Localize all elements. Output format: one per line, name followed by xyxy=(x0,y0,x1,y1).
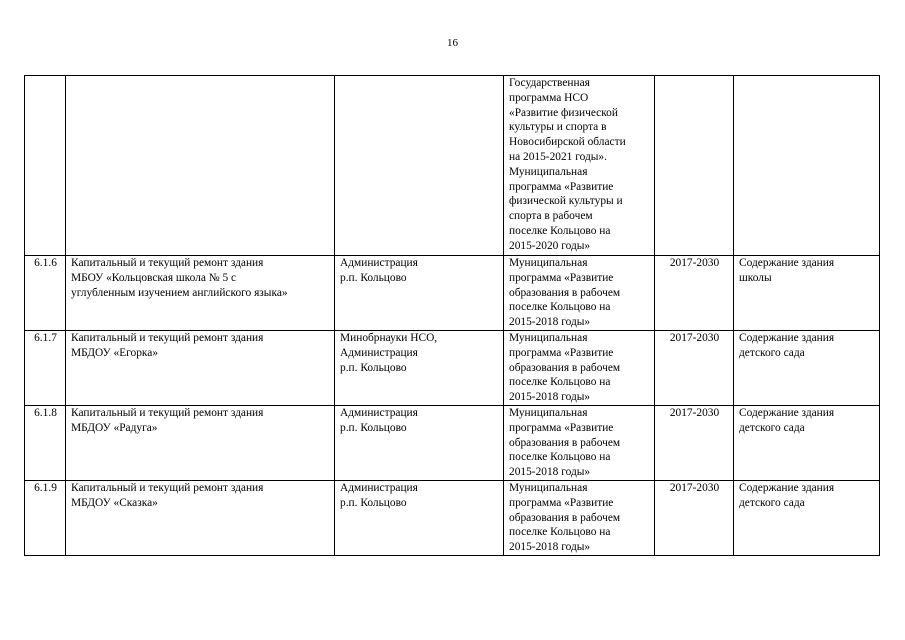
table-row xyxy=(25,405,880,480)
executor-cell: Минобрнауки НСО, Администрация р.п. Кольцово xyxy=(335,330,504,405)
row-number-cell: 6.1.9 xyxy=(25,480,66,555)
executor-cell: Администрация р.п. Кольцово xyxy=(335,480,504,555)
measure-name-cell: Капитальный и текущий ремонт здания МБОУ «Кольцовская школа № 5 с углубленным изучением английского языка» xyxy=(66,256,335,331)
row-number-cell xyxy=(25,76,66,256)
row-number-cell: 6.1.8 xyxy=(25,405,66,480)
row-number-cell: 6.1.6 xyxy=(25,256,66,331)
measure-name-cell: Капитальный и текущий ремонт здания МБДОУ «Сказка» xyxy=(66,480,335,555)
program-cell: Государственная программа НСО «Развитие физической культуры и спорта в Новосибирской области на 2015-2021 годы». Муниципальная программа «Развитие физической культуры и спорта в рабочем поселке Кольцово на 2015-2020 годы» xyxy=(504,76,655,256)
table-row xyxy=(25,330,880,405)
program-cell: Муниципальная программа «Развитие образования в рабочем поселке Кольцово на 2015-2018 годы» xyxy=(504,330,655,405)
period-cell: 2017-2030 xyxy=(655,256,734,331)
program-cell: Муниципальная программа «Развитие образования в рабочем поселке Кольцово на 2015-2018 годы» xyxy=(504,256,655,331)
period-cell: 2017-2030 xyxy=(655,405,734,480)
result-cell xyxy=(734,76,880,256)
row-number-cell: 6.1.7 xyxy=(25,330,66,405)
executor-cell: Администрация р.п. Кольцово xyxy=(335,405,504,480)
measure-name-cell: Капитальный и текущий ремонт здания МБДОУ «Радуга» xyxy=(66,405,335,480)
page-number: 16 xyxy=(447,37,458,49)
result-cell: Содержание здания детского сада xyxy=(734,330,880,405)
measure-name-cell: Капитальный и текущий ремонт здания МБДОУ «Егорка» xyxy=(66,330,335,405)
table-row xyxy=(25,76,880,256)
measures-table xyxy=(24,75,880,556)
result-cell: Содержание здания детского сада xyxy=(734,405,880,480)
program-cell: Муниципальная программа «Развитие образования в рабочем поселке Кольцово на 2015-2018 годы» xyxy=(504,405,655,480)
measure-name-cell xyxy=(66,76,335,256)
period-cell xyxy=(655,76,734,256)
table-row xyxy=(25,256,880,331)
period-cell: 2017-2030 xyxy=(655,330,734,405)
result-cell: Содержание здания детского сада xyxy=(734,480,880,555)
executor-cell xyxy=(335,76,504,256)
period-cell: 2017-2030 xyxy=(655,480,734,555)
program-cell: Муниципальная программа «Развитие образования в рабочем поселке Кольцово на 2015-2018 годы» xyxy=(504,480,655,555)
executor-cell: Администрация р.п. Кольцово xyxy=(335,256,504,331)
result-cell: Содержание здания школы xyxy=(734,256,880,331)
table-row xyxy=(25,480,880,555)
